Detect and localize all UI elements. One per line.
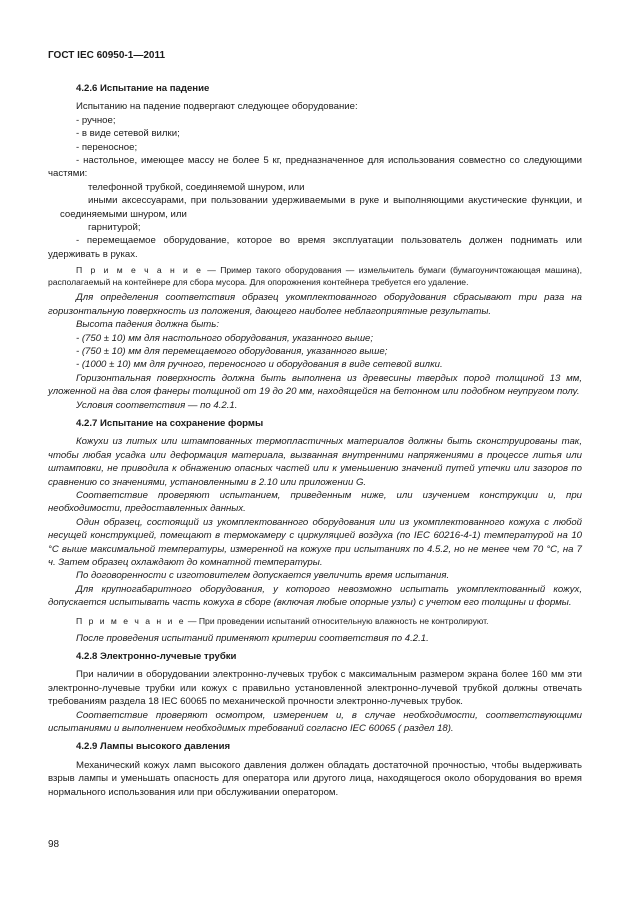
list-item: - (1000 ± 10) мм для ручного, переносного и оборудования в виде сетевой вилки. [76, 359, 443, 371]
note-label: П р и м е ч а н и е [76, 265, 203, 276]
paragraph: Соответствие проверяют испытанием, приведенным ниже, или изучением конструкции и, при необходимости, предоставленных данных. [48, 489, 582, 515]
note [48, 264, 582, 288]
paragraph: Соответствие проверяют осмотром, измерением и, в случае необходимости, соответствующими испытаниями и выполнением необходимых требований согласно IEC 60065 ( раздел 18). [48, 709, 582, 735]
note-text: — Пример такого оборудования — измельчитель бумаги (бумагоуничтожающая машина), располагаемый на контейнере для сбора мусора. Для опорожнения контейнера требуется его удаление. [48, 265, 582, 288]
section-4-2-8-heading: 4.2.8 Электронно-лучевые трубки [76, 651, 237, 663]
section-4-2-6-heading: 4.2.6 Испытание на падение [76, 83, 210, 94]
paragraph: Один образец, состоящий из укомплектованного оборудования или из укомплектованного кожуха с любой несущей конструкцией, помещают в термокамеру с циркуляцией воздуха (по IEC 60216-4-1) температурой на 10 °C выше максимальной температуры, измеренной на кожухе при испытаниях по 4.5.2, но не менее чем 70 °C, на 7 ч. Затем образец охлаждают до комнатной температуры. [48, 516, 582, 568]
paragraph: По договоренности с изготовителем допускается увеличить время испытания. [76, 570, 450, 582]
sub-item: гарнитурой; [88, 222, 141, 234]
paragraph: Высота падения должна быть: [76, 319, 220, 331]
paragraph: После проведения испытаний применяют критерии соответствия по 4.2.1. [76, 632, 429, 644]
list-item: - (750 ± 10) мм для перемещаемого оборудования, указанного выше; [76, 345, 388, 357]
note [48, 615, 582, 627]
note-label: П р и м е ч а н и е [76, 615, 186, 626]
list-item: - в виде сетевой вилки; [76, 128, 180, 140]
document-code-header: ГОСТ IEC 60950-1—2011 [48, 50, 166, 61]
page-content [48, 82, 582, 799]
paragraph: Испытанию на падение подвергают следующее оборудование: [76, 101, 358, 113]
section-4-2-7-heading: 4.2.7 Испытание на сохранение формы [76, 417, 264, 429]
paragraph: Горизонтальная поверхность должна быть выполнена из древесины твердых пород толщиной 13 мм, уложенной на два слоя фанеры толщиной от 19 до 20 мм, находящейся на бетонном или подобном неупругом полу. [48, 372, 582, 398]
list-item: - (750 ± 10) мм для настольного оборудования, указанного выше; [76, 332, 374, 344]
paragraph: Механический кожух ламп высокого давления должен обладать достаточной прочностью, чтобы выдерживать взрыв лампы и уменьшать опасность для оператора или другого лица, находящегося около оборудования во время нормального использования или при обслуживании оператором. [48, 759, 582, 798]
paragraph: Кожухи из литых или штампованных термопластичных материалов должны быть сконструированы так, чтобы любая усадка или деформация материала, вызванная внутренними напряжениями в процессе литья или штамповки, не приводила к обнажению опасных частей или к уменьшению значений путей утечки или зазоров по сравнению со значениями, установленными в 2.10 или приложении G. [48, 436, 582, 488]
paragraph: Для определения соответствия образец укомплектованного оборудования сбрасывают три раза на горизонтальную поверхность из положения, дающего наиболее неблагоприятные результаты. [48, 292, 582, 317]
paragraph: При наличии в оборудовании электронно-лучевых трубок с максимальным размером экрана более 160 мм эти электронно-лучевые трубки или кожух с правильно установленной электронно-лучевой трубкой должны отвечать требованиям раздела 18 IEC 60065 по механической прочности электронно-лучевых трубок. [48, 669, 582, 708]
page-number: 98 [48, 839, 60, 850]
list-item: - настольное, имеющее массу не более 5 кг, предназначенное для использования совместно со следующими частями: [48, 155, 582, 180]
section-4-2-9-heading: 4.2.9 Лампы высокого давления [76, 741, 231, 753]
paragraph: Для крупногабаритного оборудования, у которого невозможно испытать укомплектованный кожух, допускается испытывать часть кожуха в сборе (включая любые опорные узлы) с учетом его толщины и формы. [48, 583, 582, 609]
sub-item: иными аксессуарами, при пользовании удерживаемыми в руке и выполняющими акустические функции, и соединяемыми шнуром, или [60, 195, 582, 220]
sub-item: телефонной трубкой, соединяемой шнуром, или [88, 181, 305, 193]
list-item: - переносное; [76, 141, 138, 153]
list-item: - перемещаемое оборудование, которое во время эксплуатации пользователь должен поднимать или удерживать в руках. [48, 235, 582, 260]
note-text: — При проведении испытаний относительную влажность не контролируют. [185, 615, 489, 626]
list-item: - ручное; [76, 114, 116, 126]
paragraph: Условия соответствия — по 4.2.1. [76, 399, 238, 411]
